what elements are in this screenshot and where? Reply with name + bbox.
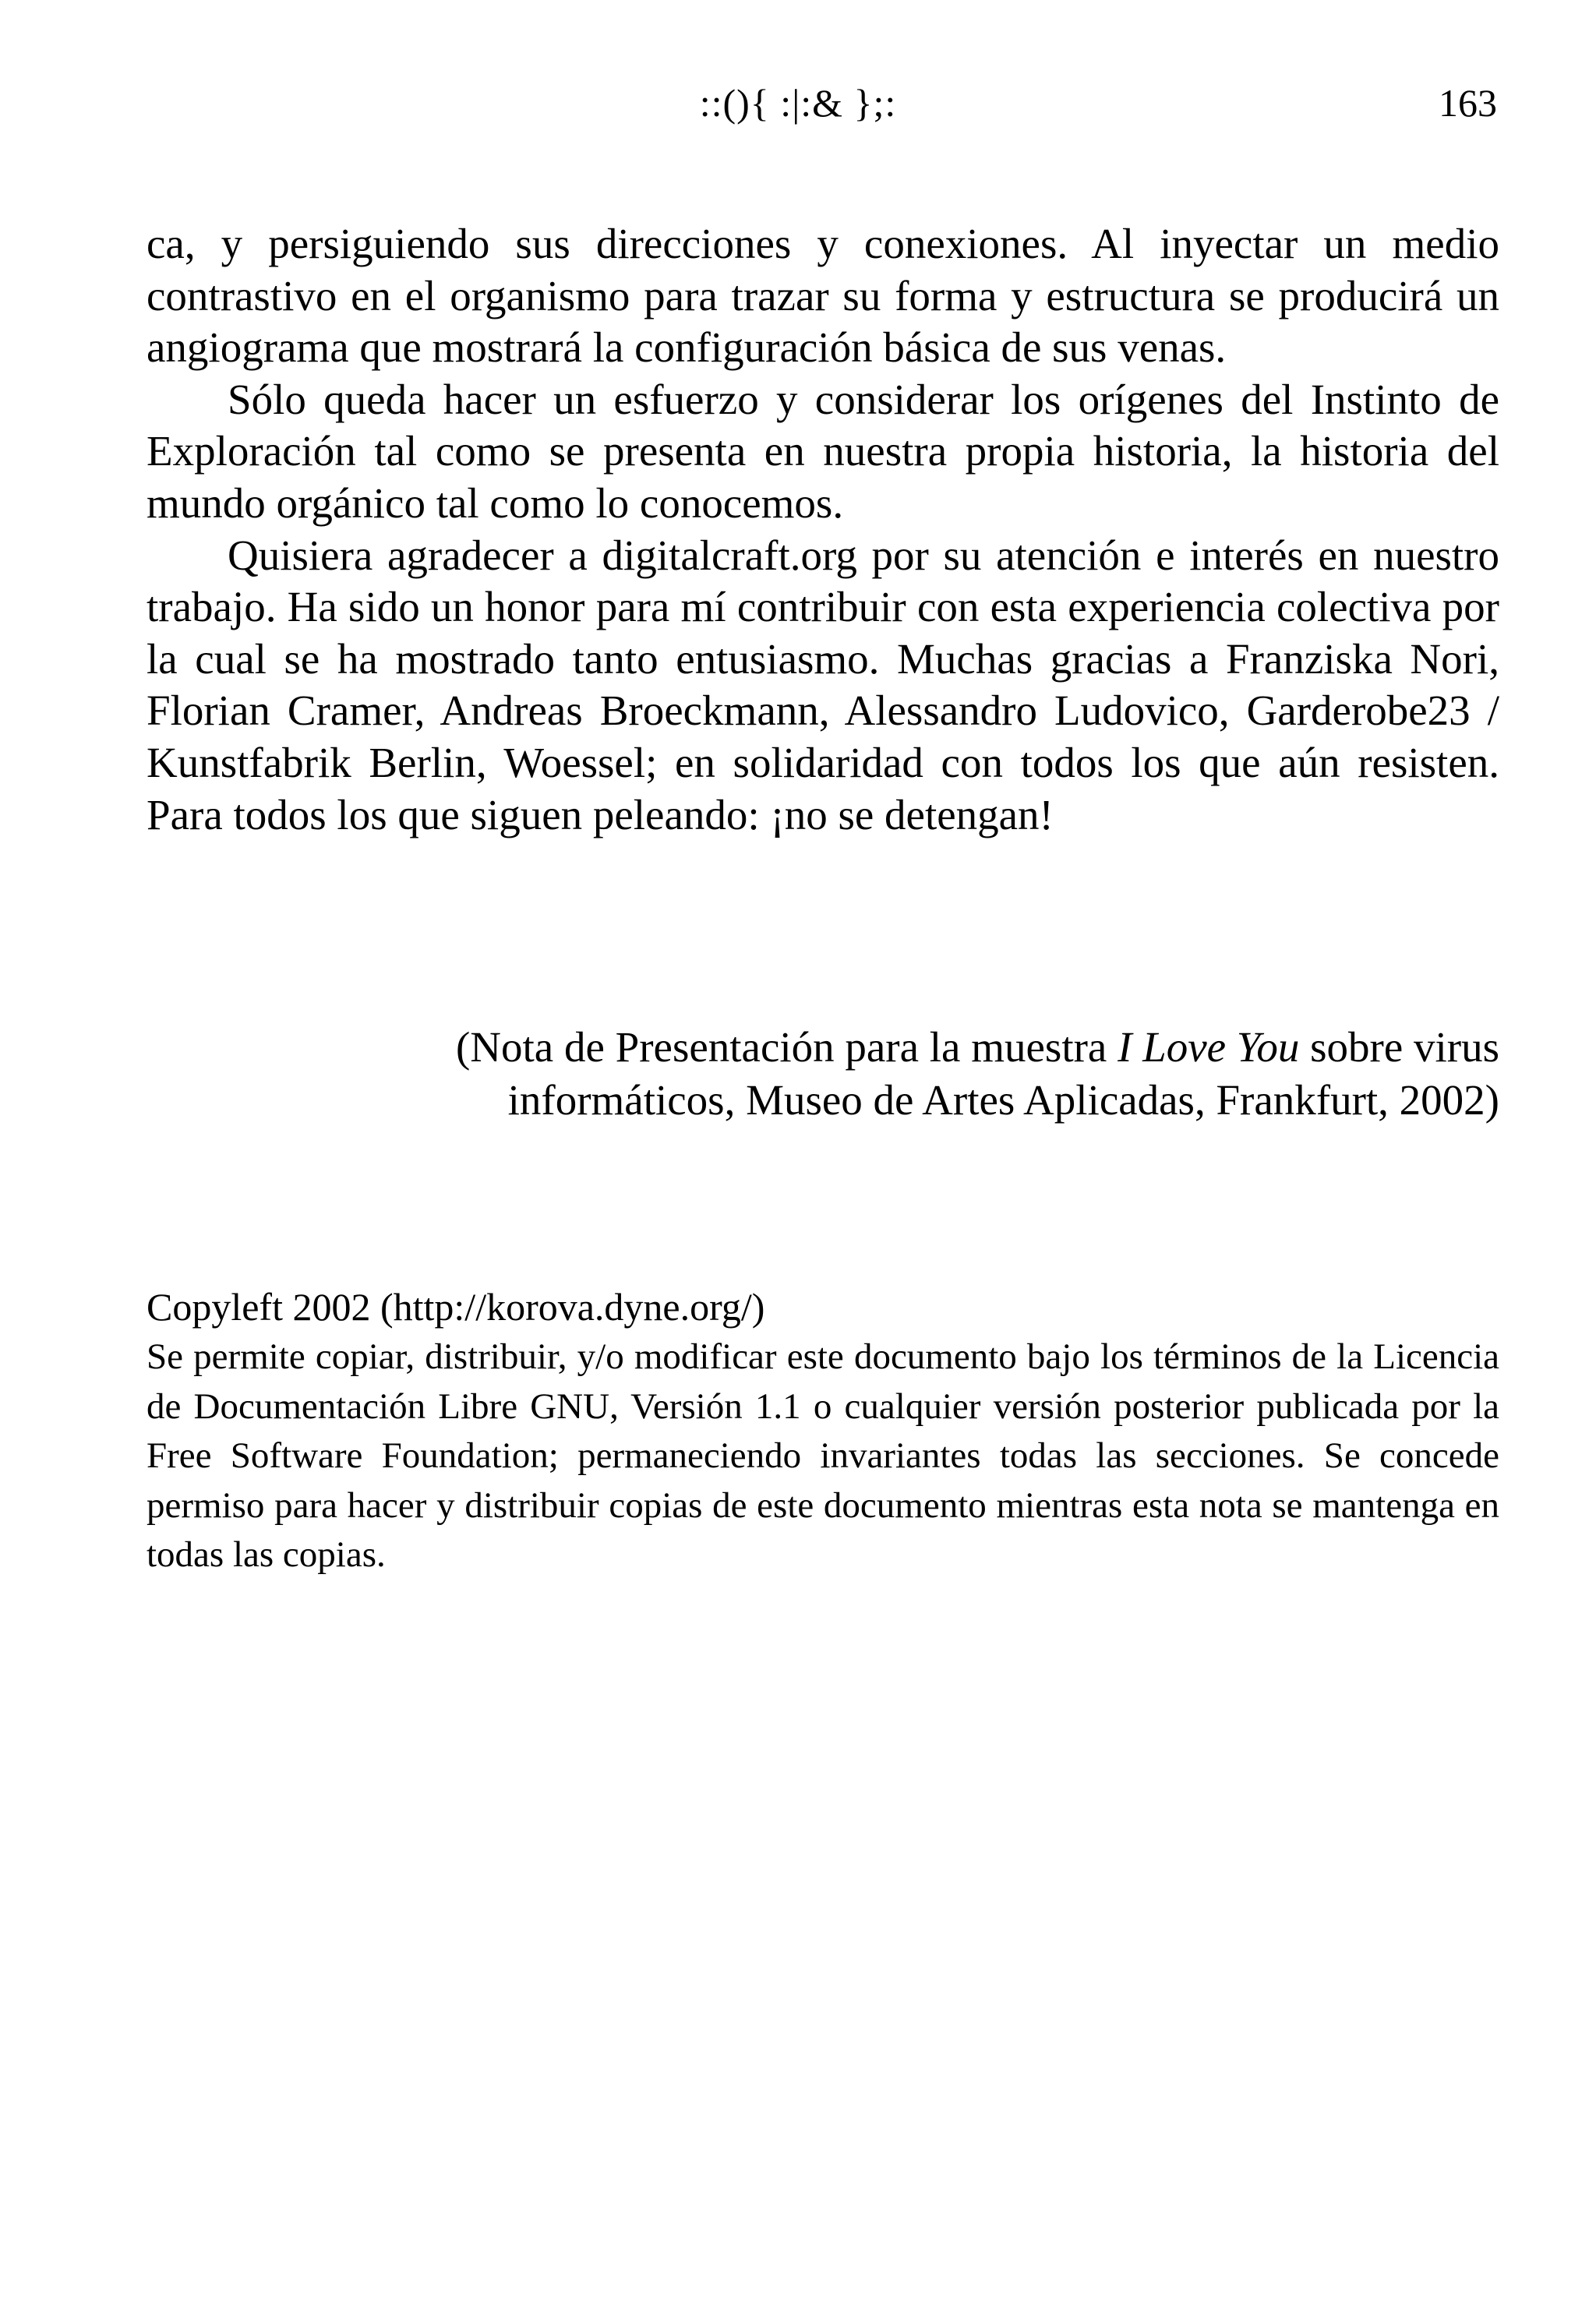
page-number: 163 bbox=[1439, 81, 1497, 125]
paragraph-2: Sólo queda hacer un esfuerzo y considerar los orígenes del Instinto de Exploración tal como se presenta en nuestra propia historia, la historia del mundo orgánico tal como lo conocemos. bbox=[147, 375, 1499, 527]
paragraph-3: Quisiera agradecer a digitalcraft.org por su atención e interés en nuestro trabajo. Ha sido un honor para mí contribuir con esta experiencia colectiva por la cual se ha mostrado tanto entusiasmo. Muchas gracias a Franziska Nori, Florian Cramer, Andreas Broeckmann, Alessandro Ludovico, Garderobe23 / Kunstfabrik Berlin, Woessel; en solidaridad con todos los que aún resisten. Para todos los que siguen peleando: ¡no se detengan! bbox=[147, 531, 1499, 838]
note-exhibition-title: I Love You bbox=[1118, 1023, 1300, 1071]
note-line-2: informáticos, Museo de Artes Aplicadas, Frankfurt, 2002) bbox=[507, 1076, 1499, 1124]
note-text-before-title: (Nota de Presentación para la muestra bbox=[455, 1023, 1118, 1071]
copyleft-title: Copyleft 2002 (http://korova.dyne.org/) bbox=[147, 1285, 765, 1329]
presentation-note bbox=[330, 1021, 1499, 1127]
running-header-title: ::(){ :|:& };: bbox=[699, 81, 897, 125]
note-text-after-title: sobre virus bbox=[1299, 1023, 1499, 1071]
body-text bbox=[147, 218, 1499, 841]
license-text: Se permite copiar, distribuir, y/o modificar este documento bajo los términos de la Licencia de Documentación Libre GNU, Versión 1.1 o cualquier versión posterior publicada por la Free Software Foundation; permaneciendo invariantes todas las secciones. Se concede permiso para hacer y distribuir copias de este documento mientras esta nota se mantenga en todas las copias. bbox=[147, 1336, 1499, 1575]
paragraph-1: ca, y persiguiendo sus direcciones y conexiones. Al inyectar un medio contrastivo en el organismo para trazar su forma y estructura se producirá un angiograma que mostrará la configuración básica de sus venas. bbox=[147, 220, 1499, 372]
